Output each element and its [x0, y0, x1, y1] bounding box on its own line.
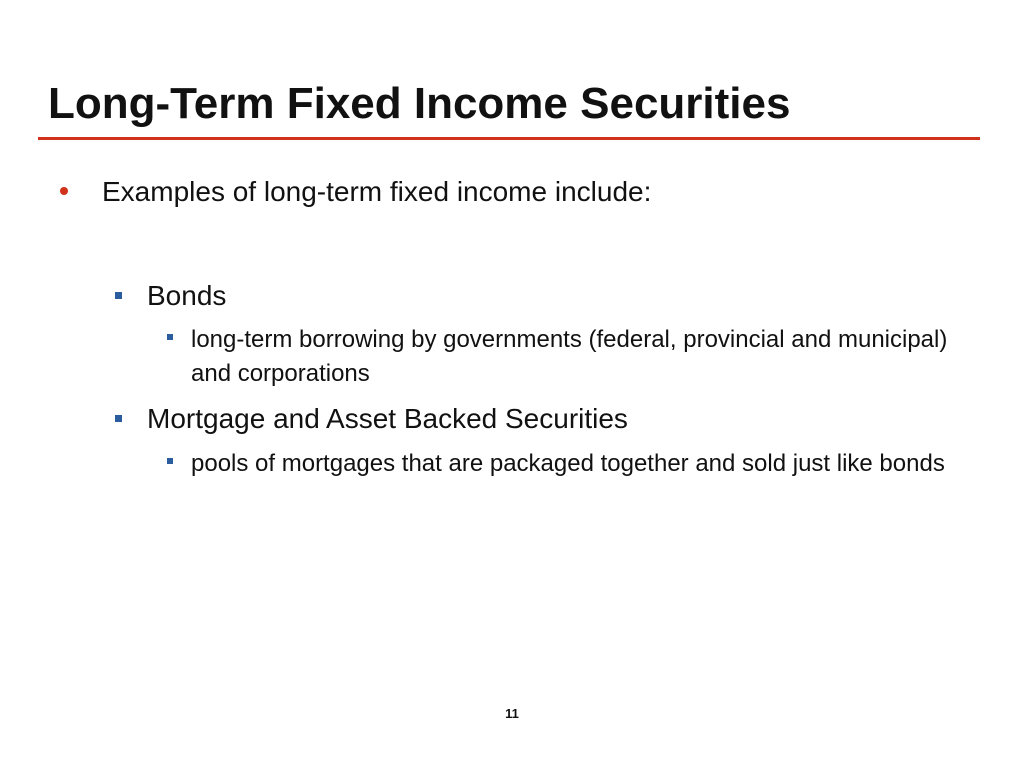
- round-bullet-icon: [60, 187, 68, 195]
- bullet-text: Examples of long-term fixed income include:: [102, 176, 652, 207]
- slide-title: Long-Term Fixed Income Securities: [48, 79, 791, 128]
- bullet-text: pools of mortgages that are packaged together and sold just like bonds: [191, 450, 945, 477]
- bullet-level3-bonds-detail: [167, 323, 987, 393]
- page-number: 11: [505, 706, 519, 721]
- bullet-text: long-term borrowing by governments (federal, provincial and municipal) and corporations: [191, 326, 948, 387]
- bullet-level3-mbs-detail: [167, 447, 987, 517]
- square-bullet-icon: [167, 334, 173, 340]
- bullet-text: Mortgage and Asset Backed Securities: [147, 403, 628, 434]
- square-bullet-icon: [115, 292, 122, 299]
- square-bullet-icon: [167, 458, 173, 464]
- title-divider: [38, 137, 980, 140]
- bullet-text: Bonds: [147, 280, 227, 311]
- square-bullet-icon: [115, 415, 122, 422]
